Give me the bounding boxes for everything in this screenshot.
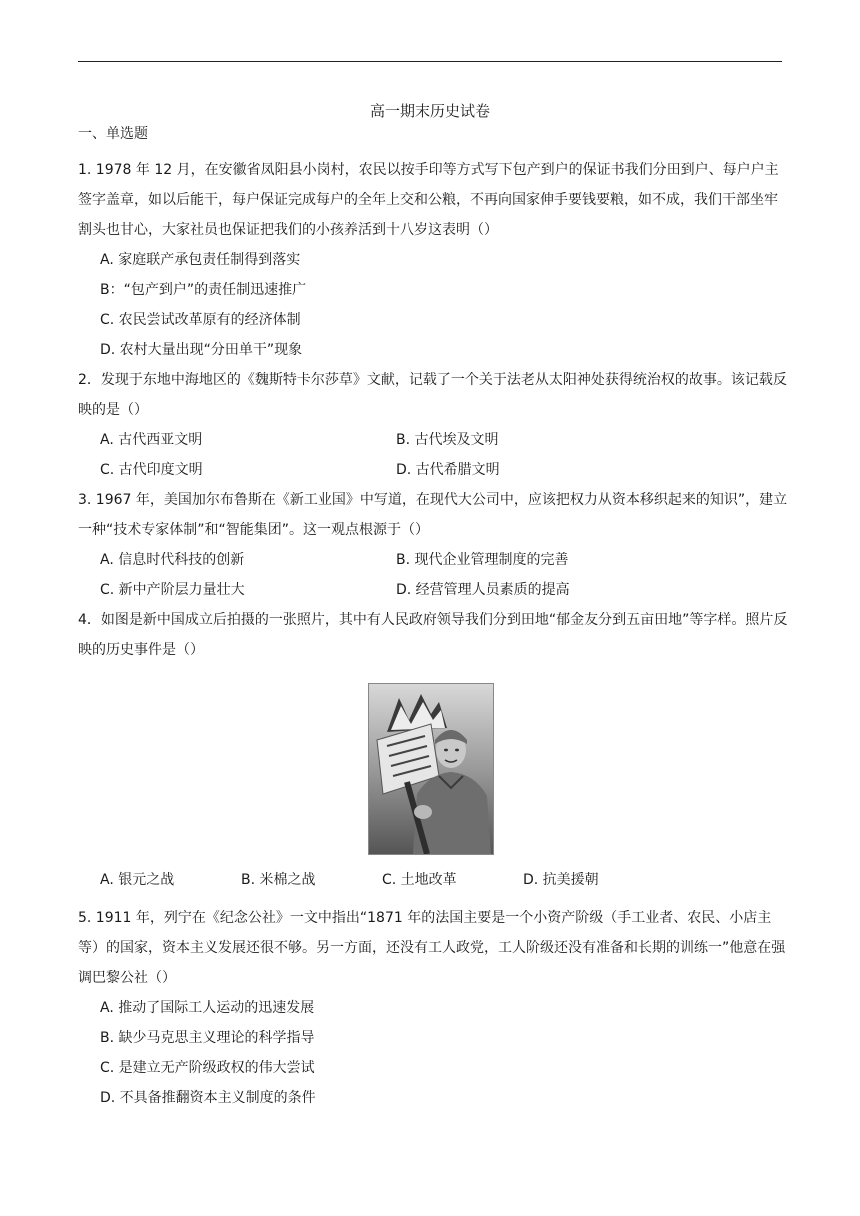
option-row <box>78 455 790 485</box>
option-row <box>78 425 790 455</box>
question-4 <box>78 605 790 895</box>
option-a: A. 家庭联产承包责任制得到落实 <box>100 252 301 268</box>
question-1 <box>78 155 790 365</box>
question-3 <box>78 485 790 605</box>
option-d: D. 不具备推翻资本主义制度的条件 <box>100 1090 316 1106</box>
option-b: B. 古代埃及文明 <box>396 432 499 448</box>
option-d: D. 抗美援朝 <box>523 872 599 888</box>
header-rule <box>78 61 782 62</box>
question-2 <box>78 365 790 485</box>
question-stem: 5. 1911 年，列宁在《纪念公社》一文中指出“1871 年的法国主要是一个小资产阶级（手工业者、农民、小店主等）的国家，资本主义发展还很不够。另一方面，还没有工人政党，工人阶级还没有准备和长期的训练一”他意在强调巴黎公社（） <box>78 910 786 986</box>
question-stem: 3. 1967 年，美国加尔布鲁斯在《新工业国》中写道，在现代大公司中，应该把权力从资本移织起来的知识”，建立一种“技术专家体制”和“智能集团”。这一观点根源于（） <box>78 492 788 538</box>
question-stem: 2．发现于东地中海地区的《魏斯特卡尔莎草》文献，记载了一个关于法老从太阳神处获得统治权的故事。该记载反映的是（） <box>78 372 787 418</box>
option-row <box>78 545 790 575</box>
option-c: C. 是建立无产阶级政权的伟大尝试 <box>100 1060 315 1076</box>
option-b: B. 米棉之战 <box>241 872 316 888</box>
option-c: C. 古代印度文明 <box>100 462 203 478</box>
option-c: C. 土地改革 <box>382 872 457 888</box>
question-stem: 1. 1978 年 12 月，在安徽省凤阳县小岗村，农民以按手印等方式写下包产到户的保证书我们分田到户、每户户主签字盖章，如以后能干，每户保证完成每户的全年上交和公粮，不再向国家伸手要钱要粮，如不成，我们干部坐牢割头也甘心，大家社员也保证把我们的小孩养活到十八岁这表明（） <box>78 162 779 238</box>
photo-farmer-with-sign-icon <box>368 683 494 855</box>
option-a: A. 信息时代科技的创新 <box>100 552 245 568</box>
option-row <box>78 575 790 605</box>
option-b: B. 缺少马克思主义理论的科学指导 <box>100 1030 315 1046</box>
question-stem: 4．如图是新中国成立后拍摄的一张照片，其中有人民政府领导我们分到田地“郁金友分到五亩田地”等字样。照片反映的历史事件是（） <box>78 612 788 658</box>
option-b: B. 现代企业管理制度的完善 <box>396 552 569 568</box>
option-row <box>78 865 790 895</box>
option-a: A. 推动了国际工人运动的迅速发展 <box>100 1000 315 1016</box>
option-c: C. 农民尝试改革原有的经济体制 <box>100 312 301 328</box>
option-a: A. 银元之战 <box>100 872 175 888</box>
option-b: B：“包产到户”的责任制迅速推广 <box>100 282 307 298</box>
option-d: D. 经营管理人员素质的提高 <box>396 582 570 598</box>
option-a: A. 古代西亚文明 <box>100 432 203 448</box>
section-heading: 一、单选题 <box>78 126 148 142</box>
exam-document <box>78 95 790 1113</box>
option-d: D. 农村大量出现“分田单干”现象 <box>100 342 303 358</box>
question-5 <box>78 903 790 1113</box>
page-title: 高一期末历史试卷 <box>369 102 490 120</box>
option-d: D. 古代希腊文明 <box>396 462 500 478</box>
option-c: C. 新中产阶层力量壮大 <box>100 582 245 598</box>
